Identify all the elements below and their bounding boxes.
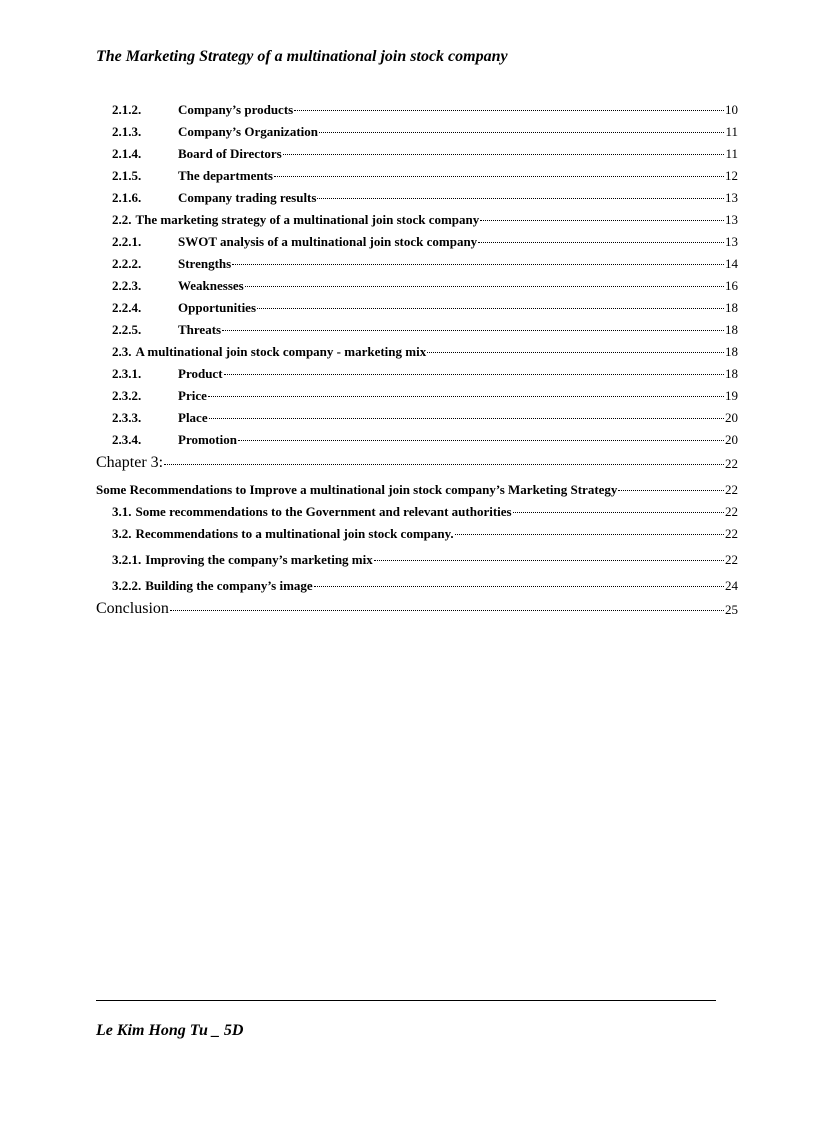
toc-entry-2-3-1[interactable] — [96, 360, 738, 382]
toc-entry-number: 2.2.5. — [112, 322, 142, 337]
toc-entry-number: 2.2.2. — [112, 256, 142, 271]
toc-entry-number: 2.3.4. — [112, 432, 142, 447]
toc-entry-page: 22 — [725, 456, 738, 471]
toc-entry-page: 10 — [725, 102, 738, 117]
toc-entry-2-3-4[interactable] — [96, 426, 738, 448]
toc-entry-2-3-2[interactable] — [96, 382, 738, 404]
toc-entry-title: Conclusion — [96, 600, 169, 617]
toc-entry-number: 2.1.2. — [112, 102, 142, 117]
toc-entry-page: 14 — [725, 256, 738, 271]
toc-entry-page: 18 — [725, 322, 738, 337]
toc-entry-title: Improving the company’s marketing mix — [145, 552, 373, 567]
toc-entry-title: The marketing strategy of a multinational join stock company — [135, 212, 480, 227]
toc-entry-2-1-5[interactable] — [96, 162, 738, 184]
toc-entry-2-1-2[interactable] — [96, 96, 738, 118]
dot-leader — [478, 242, 724, 243]
dot-leader — [257, 308, 724, 309]
toc-entry-number: 2.3. — [112, 344, 132, 359]
toc-entry-number: 2.2.3. — [112, 278, 142, 293]
toc-entry-page: 13 — [725, 212, 738, 227]
toc-entry-number: 2.1.4. — [112, 146, 142, 161]
toc-entry-title: Chapter 3: — [96, 454, 164, 471]
dot-leader — [319, 132, 724, 133]
toc-entry-chapter-3-title[interactable] — [96, 472, 738, 498]
toc-entry-number: 2.3.2. — [112, 388, 142, 403]
toc-entry-page: 18 — [725, 300, 738, 315]
dot-leader — [222, 330, 724, 331]
toc-entry-title: Building the company’s image — [145, 578, 313, 593]
toc-entry-page: 20 — [725, 432, 738, 447]
dot-leader — [224, 374, 724, 375]
toc-entry-2-1-4[interactable] — [96, 140, 738, 162]
toc-entry-title: Weaknesses — [178, 278, 244, 293]
toc-entry-page: 20 — [725, 410, 738, 425]
toc-entry-2-3-3[interactable] — [96, 404, 738, 426]
toc-entry-3-1[interactable] — [96, 498, 738, 520]
toc-entry-3-2[interactable] — [96, 520, 738, 542]
toc-entry-title: Promotion — [178, 432, 237, 447]
toc-entry-title: Place — [178, 410, 208, 425]
toc-entry-2-2-3[interactable] — [96, 272, 738, 294]
page-header-title: The Marketing Strategy of a multinational join stock company — [96, 48, 508, 65]
toc-entry-3-2-2[interactable] — [96, 568, 738, 594]
toc-entry-number: 3.2. — [112, 526, 132, 541]
dot-leader — [208, 396, 724, 397]
toc-entry-chapter-3[interactable] — [96, 448, 738, 472]
toc-entry-page: 13 — [725, 190, 738, 205]
toc-entry-page: 25 — [725, 602, 738, 617]
toc-entry-number: 3.1. — [112, 504, 132, 519]
toc-entry-title: The departments — [178, 168, 273, 183]
table-of-contents — [96, 96, 738, 618]
toc-entry-number: 3.2.2. — [112, 578, 142, 593]
dot-leader — [314, 586, 724, 587]
toc-entry-page: 11 — [725, 146, 738, 161]
dot-leader — [170, 610, 724, 611]
toc-entry-title: A multinational join stock company - marketing mix — [135, 344, 427, 359]
toc-entry-page: 18 — [725, 344, 738, 359]
toc-entry-number: 2.1.6. — [112, 190, 142, 205]
toc-entry-page: 22 — [725, 552, 738, 567]
toc-entry-2-2-1[interactable] — [96, 228, 738, 250]
toc-entry-title: Some Recommendations to Improve a multinational join stock company’s Marketing Strategy — [96, 482, 618, 497]
toc-entry-2-2[interactable] — [96, 206, 738, 228]
toc-entry-page: 22 — [725, 504, 738, 519]
toc-entry-title: Strengths — [178, 256, 232, 271]
toc-entry-number: 2.2. — [112, 212, 132, 227]
dot-leader — [274, 176, 724, 177]
toc-entry-conclusion[interactable] — [96, 594, 738, 618]
toc-entry-2-2-4[interactable] — [96, 294, 738, 316]
dot-leader — [317, 198, 724, 199]
toc-entry-title: Company trading results — [178, 190, 317, 205]
dot-leader — [232, 264, 724, 265]
dot-leader — [245, 286, 724, 287]
toc-entry-page: 22 — [725, 526, 738, 541]
toc-entry-page: 18 — [725, 366, 738, 381]
dot-leader — [209, 418, 724, 419]
toc-entry-title: Price — [178, 388, 207, 403]
toc-entry-number: 2.2.4. — [112, 300, 142, 315]
toc-entry-title: Recommendations to a multinational join stock company. — [135, 526, 454, 541]
toc-entry-page: 19 — [725, 388, 738, 403]
toc-entry-page: 13 — [725, 234, 738, 249]
dot-leader — [455, 534, 724, 535]
toc-entry-title: Threats — [178, 322, 222, 337]
dot-leader — [480, 220, 724, 221]
toc-entry-number: 3.2.1. — [112, 552, 142, 567]
dot-leader — [283, 154, 725, 155]
toc-entry-title: Product — [178, 366, 223, 381]
toc-entry-page: 11 — [725, 124, 738, 139]
toc-entry-number: 2.3.1. — [112, 366, 142, 381]
dot-leader — [618, 490, 724, 491]
toc-entry-title: Some recommendations to the Government and relevant authorities — [135, 504, 512, 519]
dot-leader — [513, 512, 724, 513]
toc-entry-number: 2.2.1. — [112, 234, 142, 249]
toc-entry-2-2-2[interactable] — [96, 250, 738, 272]
toc-entry-number: 2.3.3. — [112, 410, 142, 425]
toc-entry-title: Board of Directors — [178, 146, 282, 161]
toc-entry-title: Company’s Organization — [178, 124, 318, 139]
dot-leader — [164, 464, 724, 465]
toc-entry-page: 24 — [725, 578, 738, 593]
dot-leader — [374, 560, 724, 561]
toc-entry-page: 16 — [725, 278, 738, 293]
footer-divider — [96, 1000, 716, 1001]
dot-leader — [238, 440, 724, 441]
toc-entry-2-2-5[interactable] — [96, 316, 738, 338]
toc-entry-number: 2.1.5. — [112, 168, 142, 183]
toc-entry-2-3[interactable] — [96, 338, 738, 360]
toc-entry-3-2-1[interactable] — [96, 542, 738, 568]
toc-entry-2-1-6[interactable] — [96, 184, 738, 206]
toc-entry-page: 22 — [725, 482, 738, 497]
toc-entry-title: Opportunities — [178, 300, 257, 315]
footer-author: Le Kim Hong Tu _ 5D — [96, 1022, 244, 1039]
toc-entry-title: SWOT analysis of a multinational join stock company — [178, 234, 478, 249]
toc-entry-2-1-3[interactable] — [96, 118, 738, 140]
dot-leader — [294, 110, 724, 111]
toc-entry-title: Company’s products — [178, 102, 294, 117]
toc-entry-page: 12 — [725, 168, 738, 183]
toc-entry-number: 2.1.3. — [112, 124, 142, 139]
dot-leader — [427, 352, 724, 353]
